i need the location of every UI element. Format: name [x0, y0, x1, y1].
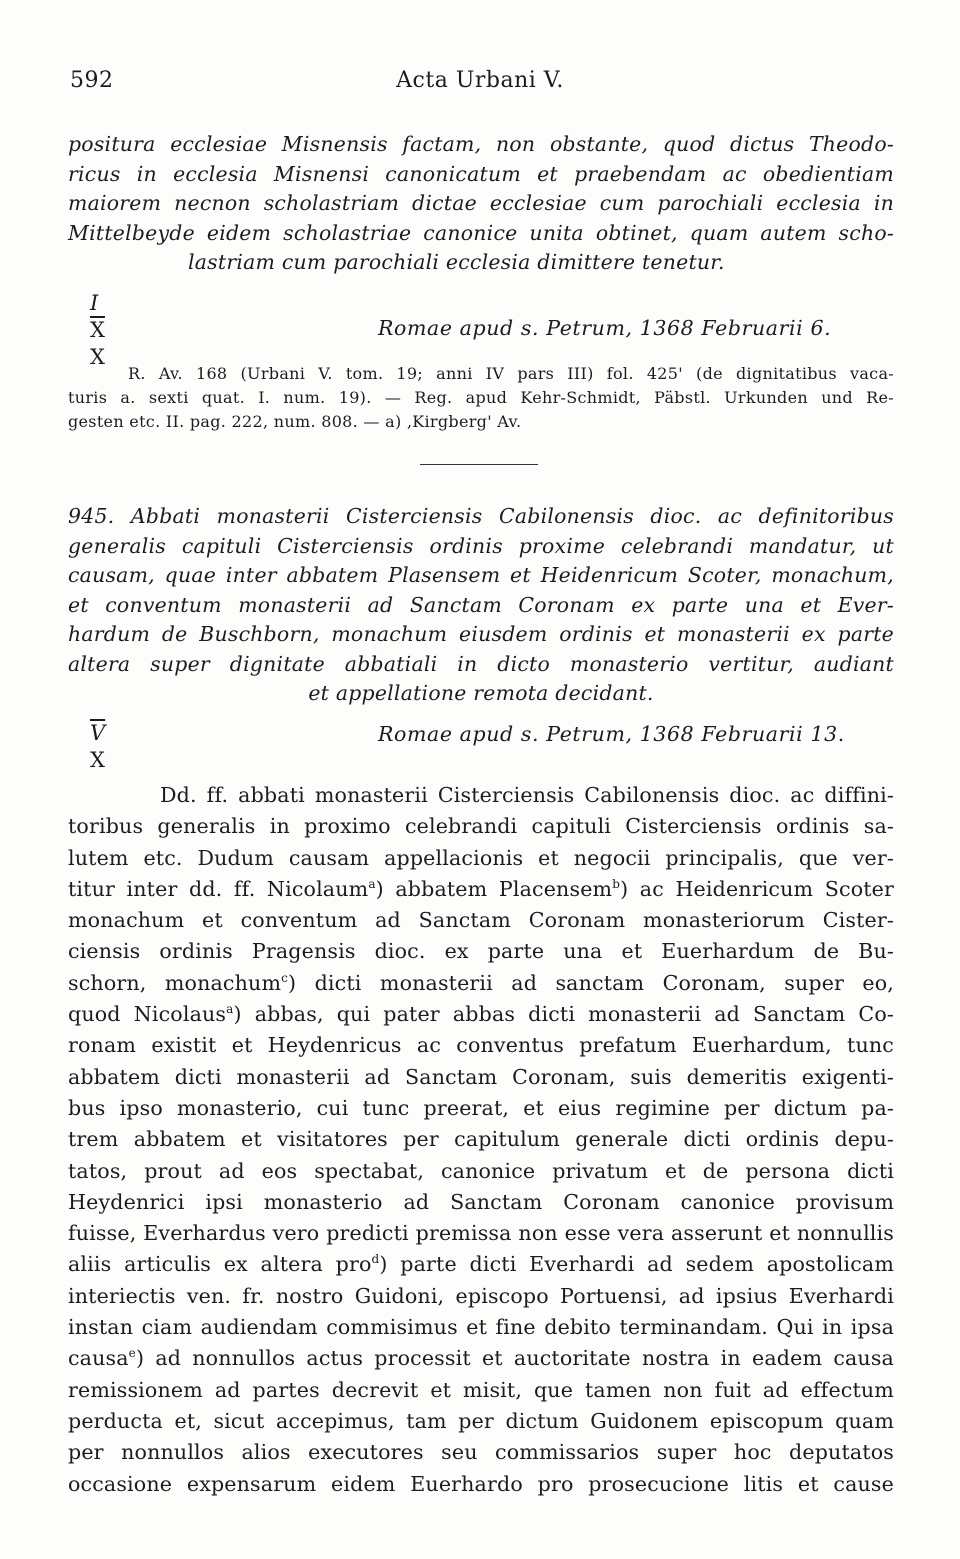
entry-945-body: [68, 780, 894, 1500]
body-text-segment: monachum et conventum ad Sanctam Coronam monasteriorum Cister-: [68, 908, 894, 933]
footnote-marker: a: [368, 877, 376, 892]
body-line: [68, 843, 894, 874]
body-text-segment: Dd. ff. abbati monasterii Cisterciensis Cabilonensis dioc. ac diffini-: [160, 783, 894, 807]
body-text-segment: per nonnullos alios executores seu commissarios super hoc deputatos: [68, 1440, 894, 1465]
body-text-segment: ) ac Heidenricum Scoter: [620, 876, 894, 901]
note-line: turis a. sexti quat. I. num. 19). — Reg. apud Kehr-Schmidt, Päbstl. Urkunden und Re-: [68, 388, 894, 407]
abstract-line: [68, 502, 894, 532]
body-text-segment: ) abbatem Placensem: [375, 876, 613, 901]
body-text-segment: occasione expensarum eidem Euerhardo pro prosecucione litis et cause: [68, 1471, 894, 1496]
margin-mark: X: [90, 345, 105, 369]
footnote-marker: c: [281, 970, 288, 985]
entry-945-dateline: Romae apud s. Petrum, 1368 Februarii 13.: [378, 722, 845, 746]
body-text-segment: aliis articulis ex altera pro: [68, 1252, 372, 1277]
entry-number: 945.: [68, 504, 115, 528]
abstract-line: et conventum monasterii ad Sanctam Coronam ex parte una et Ever-: [68, 592, 894, 617]
body-line: [68, 1281, 894, 1312]
body-line: [68, 1218, 894, 1249]
body-line: [68, 811, 894, 842]
entry-944-note: [68, 362, 894, 434]
body-text-segment: lutem etc. Dudum causam appellacionis et negocii principalis, que ver-: [68, 845, 894, 870]
section-divider: [420, 464, 538, 465]
body-line: [68, 1062, 894, 1093]
body-text-segment: ) abbas, qui pater abbas dicti monasterii ad Sanctam Co-: [233, 1002, 894, 1027]
body-line: [68, 968, 894, 999]
body-text-segment: ronam existit et Heydenricus ac conventus prefatum Euerhardum, tunc: [68, 1033, 894, 1058]
entry-944-dateline: Romae apud s. Petrum, 1368 Februarii 6.: [378, 316, 832, 340]
body-line: [68, 1406, 894, 1437]
note-line: R. Av. 168 (Urbani V. tom. 19; anni IV pars III) fol. 425' (de dignitatibus vaca-: [128, 364, 894, 383]
abstract-line: altera super dignitate abbatiali in dicto monasterio vertitur, audiant: [68, 651, 894, 676]
body-text-segment: toribus generalis in proximo celebrandi capituli Cisterciensis ordinis sa-: [68, 814, 894, 839]
margin-mark: $\overline{V}$: [90, 721, 106, 745]
abstract-line: causam, quae inter abbatem Plasensem et Heidenricum Scoter, monachum,: [68, 563, 894, 587]
margin-mark: X: [90, 748, 105, 772]
abstract-line: Mittelbeyde eidem scholastriae canonice unita obtinet, quam autem scho-: [68, 220, 894, 245]
body-line: [68, 1375, 894, 1406]
entry-945-abstract: [68, 502, 894, 709]
body-text-segment: ) dicti monasterii ad sanctam Coronam, super eo,: [288, 970, 894, 995]
body-line: [68, 780, 894, 811]
note-line: gesten etc. II. pag. 222, num. 808. — a) ‚Kirgberg' Av.: [68, 412, 522, 431]
body-line: [68, 936, 894, 967]
margin-mark: I: [90, 291, 99, 315]
abstract-line: hardum de Buschborn, monachum eiusdem ordinis et monasterii ex parte: [68, 622, 894, 646]
body-text-segment: titur inter dd. ff. Nicolaum: [68, 876, 369, 901]
body-text-segment: ciensis ordinis Pragensis dioc. ex parte una et Euerhardum de Bu-: [68, 939, 894, 964]
body-text-segment: interiectis ven. fr. nostro Guidoni, episcopo Portuensi, ad ipsius Everhardi: [68, 1283, 894, 1308]
body-text-segment: perducta et, sicut accepimus, tam per dictum Guidonem episcopum quam: [68, 1408, 894, 1433]
footnote-marker: b: [612, 877, 621, 892]
running-title: Acta Urbani V.: [396, 68, 564, 93]
page-header: [70, 68, 890, 100]
body-text-segment: schorn, monachum: [68, 970, 282, 995]
body-text-segment: ) ad nonnullos actus processit et auctoritate nostra in eadem causa: [135, 1346, 894, 1371]
body-line: [68, 874, 894, 905]
body-line: [68, 1469, 894, 1500]
margin-mark: $\overline{X}$: [90, 318, 105, 342]
body-line: [68, 1156, 894, 1187]
body-text-segment: instan ciam audiendam commisimus et fine debito terminandam. Qui in ipsa: [68, 1315, 894, 1340]
body-text-segment: remissionem ad partes decrevit et misit, que tamen non fuit ad effectum: [68, 1377, 894, 1402]
body-text-segment: tatos, prout ad eos spectabat, canonice privatum et de persona dicti: [68, 1158, 894, 1183]
body-text-segment: bus ipso monasterio, cui tunc preerat, et eius regimine per dictum pa-: [68, 1095, 894, 1120]
body-line: [68, 1249, 894, 1280]
body-line: [68, 999, 894, 1030]
abstract-line: lastriam cum parochiali ecclesia dimittere tenetur.: [188, 250, 725, 274]
footnote-marker: e: [128, 1346, 136, 1361]
abstract-line: generalis capituli Cisterciensis ordinis proxime celebrandi mandatur, ut: [68, 533, 894, 558]
footnote-marker: a: [226, 1002, 234, 1017]
abstract-line: positura ecclesiae Misnensis factam, non obstante, quod dictus Theodo-: [68, 132, 894, 156]
body-line: [68, 905, 894, 936]
page-number: 592: [70, 68, 114, 93]
body-line: [68, 1187, 894, 1218]
abstract-text: Abbati monasterii Cisterciensis Cabilonensis dioc. ac definitoribus: [130, 504, 894, 528]
body-text-segment: abbatem dicti monasterii ad Sanctam Coronam, suis demeritis exigenti-: [68, 1064, 894, 1089]
body-text-segment: causa: [68, 1346, 129, 1371]
entry-945-margin-marks: [90, 720, 105, 774]
body-line: [68, 1312, 894, 1343]
body-text-segment: ) parte dicti Everhardi ad sedem apostolicam: [379, 1252, 894, 1277]
abstract-line: et appellatione remota decidant.: [308, 681, 654, 705]
entry-944-margin-marks: [90, 290, 105, 371]
body-line: [68, 1030, 894, 1061]
body-line: [68, 1437, 894, 1468]
entry-944-abstract: [68, 130, 894, 278]
body-text-segment: trem abbatem et visitatores per capitulum generale dicti ordinis depu-: [68, 1127, 894, 1152]
body-line: [68, 1093, 894, 1124]
footnote-marker: d: [371, 1252, 380, 1267]
body-text-segment: Heydenrici ipsi monasterio ad Sanctam Coronam canonice provisum: [68, 1189, 894, 1214]
body-text-segment: fuisse, Everhardus vero predicti premissa non esse vera asserunt et nonnullis: [68, 1221, 894, 1246]
body-line: [68, 1343, 894, 1374]
abstract-line: maiorem necnon scholastriam dictae ecclesiae cum parochiali ecclesia in: [68, 191, 894, 215]
body-line: [68, 1124, 894, 1155]
body-text-segment: quod Nicolaus: [68, 1002, 227, 1027]
abstract-line: ricus in ecclesia Misnensi canonicatum et praebendam ac obedientiam: [68, 161, 894, 186]
